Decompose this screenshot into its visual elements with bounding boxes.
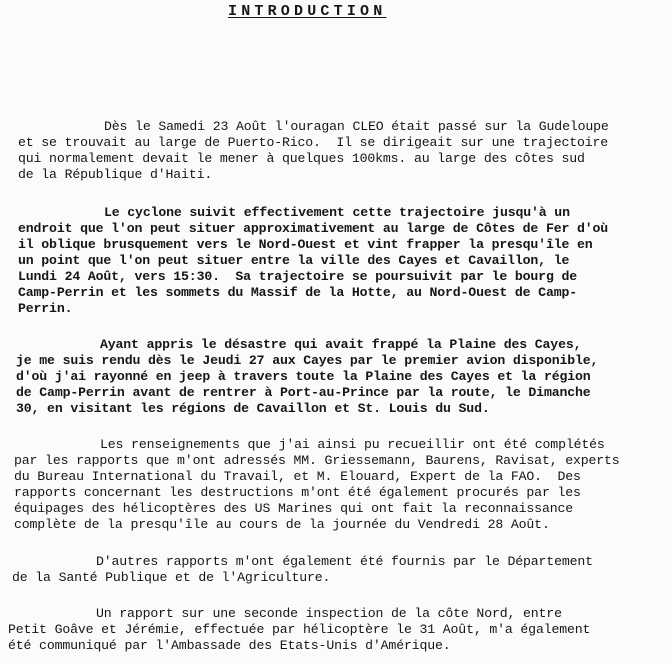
paragraph-4-line-3: du Bureau International du Travail, et M. Elouard, Expert de la FAO. Des (14, 469, 581, 484)
paragraph-2-line-7: Perrin. (18, 301, 73, 316)
paragraph-2-line-1: Le cyclone suivit effectivement cette trajectoire jusqu'à un (104, 205, 570, 220)
paragraph-4-line-6: complète de la presqu'île au cours de la journée du Vendredi 28 Août. (14, 517, 550, 532)
paragraph-1-line-3: qui normalement devait le mener à quelques 100kms. au large des côtes sud (18, 151, 585, 166)
paragraph-5-line-1: D'autres rapports m'ont également été fournis par le Département (96, 554, 593, 569)
paragraph-2-line-3: il oblique brusquement vers le Nord-Ouest et vint frapper la presqu'île en (18, 237, 593, 252)
paragraph-6-line-1: Un rapport sur une seconde inspection de la côte Nord, entre (96, 606, 562, 621)
paragraph-3-line-4: de Camp-Perrin avant de rentrer à Port-au-Prince par la route, le Dimanche (16, 385, 591, 400)
paragraph-2-line-6: Camp-Perrin et les sommets du Massif de la Hotte, au Nord-Ouest de Camp- (18, 285, 577, 300)
paragraph-2-line-4: un point que l'on peut situer entre la ville des Cayes et Cavaillon, le (18, 253, 570, 268)
paragraph-3-line-2: je me suis rendu dès le Jeudi 27 aux Cayes par le premier avion disponible, (16, 353, 599, 368)
paragraph-3-line-1: Ayant appris le désastre qui avait frappé la Plaine des Cayes, (100, 337, 582, 352)
paragraph-4-line-1: Les renseignements que j'ai ainsi pu recueillir ont été complétés (100, 437, 605, 452)
paragraph-2-line-5: Lundi 24 Août, vers 15:30. Sa trajectoire se poursuivit par le bourg de (18, 269, 577, 284)
paragraph-6-line-2: Petit Goâve et Jérémie, effectuée par hélicoptère le 31 Août, m'a également (8, 622, 591, 637)
paragraph-3-line-5: 30, en visitant les régions de Cavaillon et St. Louis du Sud. (16, 401, 490, 416)
paragraph-5-line-2: de la Santé Publique et de l'Agriculture. (12, 570, 331, 585)
paragraph-4-line-2: par les rapports que m'ont adressés MM. Griessemann, Baurens, Ravisat, experts (14, 453, 620, 468)
paragraph-1-line-1: Dès le Samedi 23 Août l'ouragan CLEO était passé sur la Gudeloupe (104, 119, 609, 134)
page-title: INTRODUCTION (228, 3, 387, 20)
paragraph-3-line-3: d'où j'ai rayonné en jeep à travers toute la Plaine des Cayes et la région (16, 369, 591, 384)
paragraph-2-line-2: endroit que l'on peut situer approximativement au large de Côtes de Fer d'où (18, 221, 609, 236)
paragraph-1-line-4: de la République d'Haiti. (18, 167, 213, 182)
paragraph-4-line-4: rapports concernant les destructions m'ont été également procurés par les (14, 485, 581, 500)
paragraph-4-line-5: équipages des hélicoptères des US Marines qui ont fait la reconnaissance (14, 501, 573, 516)
paragraph-6-line-3: été communiqué par l'Ambassade des Etats-Unis d'Amérique. (8, 638, 451, 653)
paragraph-1-line-2: et se trouvait au large de Puerto-Rico. Il se dirigeait sur une trajectoire (18, 135, 609, 150)
